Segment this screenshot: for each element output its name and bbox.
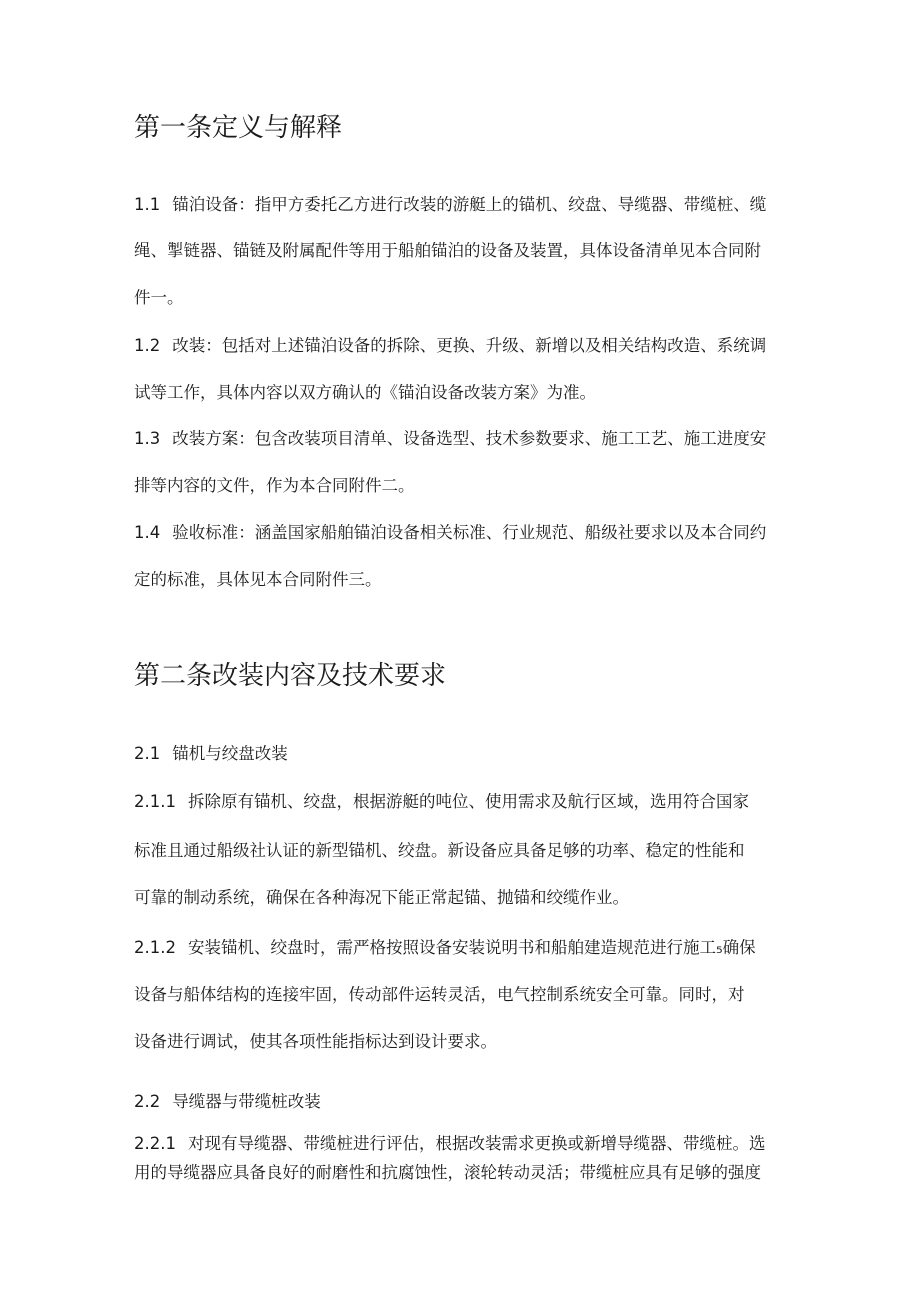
clause-2-1-2-line-1: 2.1.2 安装锚机、绞盘时，需严格按照设备安装说明书和船舶建造规范进行施工₅确保 [134, 938, 756, 957]
clause-2-1-2-line-3: 设备进行调试，使其各项性能指标达到设计要求。 [134, 1032, 497, 1051]
clause-1-4-line-2: 定的标准，具体见本合同附件三。 [134, 570, 382, 589]
clause-number: 2.2.1 [134, 1134, 176, 1153]
clause-2-2-title: 2.2 导缆器与带缆桩改装 [134, 1092, 321, 1111]
clause-2-1-title: 2.1 锚机与绞盘改装 [134, 744, 288, 763]
clause-number: 1.1 [134, 195, 161, 214]
clause-2-2-1-line-1: 2.2.1 对现有导缆器、带缆桩进行评估，根据改装需求更换或新增导缆器、带缆桩。选 [134, 1134, 766, 1153]
clause-1-2-line-2: 试等工作，具体内容以双方确认的《锚泊设备改装方案》为准。 [134, 383, 596, 402]
section-heading-2: 第二条改装内容及技术要求 [134, 661, 447, 691]
clause-1-1-line-3: 件一。 [134, 288, 184, 307]
clause-2-2-1-line-2: 用的导缆器应具备良好的耐磨性和抗腐蚀性，滚轮转动灵活；带缆桩应具有足够的强度 [134, 1163, 761, 1182]
clause-1-3-line-1: 1.3 改装方案：包含改装项目清单、设备选型、技术参数要求、施工工艺、施工进度安 [134, 429, 767, 448]
clause-1-2-line-1: 1.2 改装：包括对上述锚泊设备的拆除、更换、升级、新增以及相关结构改造、系统调 [134, 336, 767, 355]
clause-number: 1.4 [134, 523, 161, 542]
clause-2-1-1-line-2: 标准且通过船级社认证的新型锚机、绞盘。新设备应具备足够的功率、稳定的性能和 [134, 841, 745, 860]
clause-2-1-2-line-2: 设备与船体结构的连接牢固，传动部件运转灵活，电气控制系统安全可靠。同时，对 [134, 985, 745, 1004]
clause-1-4-line-1: 1.4 验收标准：涵盖国家船舶锚泊设备相关标准、行业规范、船级社要求以及本合同约 [134, 523, 767, 542]
clause-number: 2.1.1 [134, 792, 176, 811]
clause-1-1-line-2: 绳、掣链器、锚链及附属配件等用于船舶锚泊的设备及装置，具体设备清单见本合同附 [134, 241, 761, 260]
clause-number: 2.2 [134, 1092, 161, 1111]
clause-2-1-1-line-3: 可靠的制动系统，确保在各种海况下能正常起锚、抛锚和绞缆作业。 [134, 888, 629, 907]
clause-1-1-line-1: 1.1 锚泊设备：指甲方委托乙方进行改装的游艇上的锚机、绞盘、导缆器、带缆桩、缆 [134, 195, 767, 214]
clause-number: 2.1 [134, 744, 161, 763]
section-heading-1: 第一条定义与解释 [134, 113, 343, 143]
clause-number: 1.3 [134, 429, 161, 448]
clause-number: 2.1.2 [134, 938, 176, 957]
clause-2-1-1-line-1: 2.1.1 拆除原有锚机、绞盘，根据游艇的吨位、使用需求及航行区域，选用符合国家 [134, 792, 749, 811]
clause-1-3-line-2: 排等内容的文件，作为本合同附件二。 [134, 476, 415, 495]
clause-number: 1.2 [134, 336, 161, 355]
